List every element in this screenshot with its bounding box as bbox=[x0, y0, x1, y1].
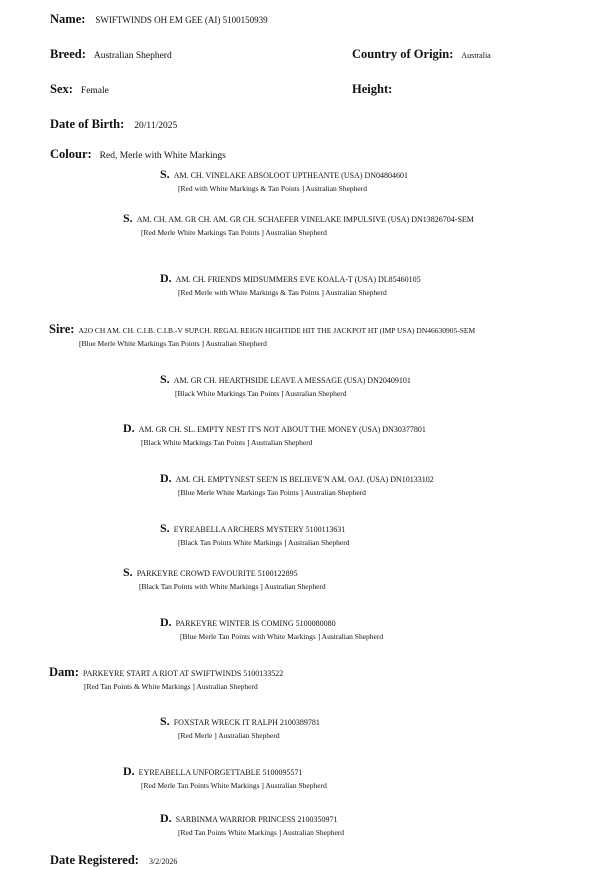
entry-desc: [Blue Merle Tan Points with White Markings ] Australian Shepherd bbox=[180, 632, 384, 641]
entry-name: SARBINMA WARRIOR PRINCESS 2100350971 bbox=[175, 815, 338, 824]
pedigree-entry-ds bbox=[123, 563, 326, 591]
colour-value: Red, Merle with White Markings bbox=[99, 151, 226, 161]
registered-row bbox=[50, 851, 177, 869]
pedigree-entry-sdd bbox=[160, 469, 434, 497]
entry-desc: [Red Merle White Markings Tan Points ] Australian Shepherd bbox=[141, 228, 327, 237]
entry-code: D. bbox=[160, 271, 172, 285]
country-value: Australia bbox=[461, 51, 491, 60]
entry-name: AM. GR CH. SL. EMPTY NEST IT'S NOT ABOUT THE MONEY (USA) DN30377801 bbox=[138, 425, 426, 434]
dob-value: 20/11/2025 bbox=[134, 121, 178, 131]
name-label: Name: bbox=[50, 12, 86, 26]
entry-desc: [Red Merle ] Australian Shepherd bbox=[178, 731, 280, 740]
registered-value: 3/2/2026 bbox=[148, 857, 178, 866]
entry-code: Dam: bbox=[49, 665, 79, 679]
sex-row bbox=[50, 80, 109, 98]
entry-desc: [Black White Markings Tan Points ] Australian Shepherd bbox=[141, 438, 313, 447]
entry-code: D. bbox=[160, 811, 172, 825]
entry-desc: [Blue Merle White Markings Tan Points ] Australian Shepherd bbox=[178, 488, 366, 497]
entry-code: D. bbox=[160, 615, 172, 629]
entry-name: EYREABELLA UNFORGETTABLE 5100095571 bbox=[138, 768, 303, 777]
entry-name: AM. GR CH. HEARTHSIDE LEAVE A MESSAGE (USA) DN20409101 bbox=[173, 376, 411, 385]
country-label: Country of Origin: bbox=[352, 47, 454, 61]
entry-desc: [Black Tan Points White Markings ] Australian Shepherd bbox=[178, 538, 350, 547]
sex-value: Female bbox=[80, 86, 109, 96]
height-row bbox=[352, 80, 392, 98]
entry-code: S. bbox=[160, 714, 170, 728]
dob-row bbox=[50, 115, 177, 133]
entry-desc: [Red Tan Points & White Markings ] Australian Shepherd bbox=[84, 682, 258, 691]
pedigree-entry-sds bbox=[160, 370, 411, 398]
entry-name: PARKEYRE WINTER IS COMING 5100080080 bbox=[175, 619, 336, 628]
entry-name: FOXSTAR WRECK IT RALPH 2100389781 bbox=[173, 718, 320, 727]
entry-code: S. bbox=[160, 521, 170, 535]
entry-code: Sire: bbox=[49, 322, 75, 336]
colour-label: Colour: bbox=[50, 147, 92, 161]
entry-desc: [Black Tan Points with White Markings ] Australian Shepherd bbox=[139, 582, 326, 591]
entry-name: PARKEYRE START A RIOT AT SWIFTWINDS 5100133522 bbox=[82, 669, 284, 678]
pedigree-entry-ddd bbox=[160, 809, 344, 837]
name-row bbox=[50, 10, 268, 28]
pedigree-entry-ss bbox=[123, 209, 474, 237]
dob-label: Date of Birth: bbox=[50, 117, 125, 131]
pedigree-entry-dsd bbox=[160, 613, 383, 641]
entry-code: S. bbox=[123, 565, 133, 579]
entry-name: AM. CH. EMPTYNEST SEE'N IS BELIEVE'N AM. OAJ. (USA) DN10133102 bbox=[175, 475, 434, 484]
breed-label: Breed: bbox=[50, 47, 86, 61]
entry-code: D. bbox=[123, 764, 135, 778]
sex-label: Sex: bbox=[50, 82, 73, 96]
pedigree-entry-dam bbox=[49, 663, 283, 691]
registered-label: Date Registered: bbox=[50, 853, 139, 867]
entry-name: AM. CH. VINELAKE ABSOLOOT UPTHEANTE (USA) DN04804601 bbox=[173, 171, 409, 180]
entry-desc: [Black White Markings Tan Points ] Australian Shepherd bbox=[175, 389, 347, 398]
pedigree-entry-dd bbox=[123, 762, 327, 790]
entry-name: PARKEYRE CROWD FAVOURITE 5100122895 bbox=[136, 569, 298, 578]
entry-name: AM. CH. AM. GR CH. AM. GR CH. SCHAEFER VINELAKE IMPULSIVE (USA) DN13826704-SEM bbox=[136, 215, 474, 224]
entry-desc: [Red with White Markings & Tan Points ] Australian Shepherd bbox=[178, 184, 367, 193]
entry-code: S. bbox=[160, 372, 170, 386]
entry-name: EYREABELLA ARCHERS MYSTERY 5100113631 bbox=[173, 525, 346, 534]
pedigree-entry-sire bbox=[49, 320, 475, 348]
colour-row bbox=[50, 145, 226, 163]
breed-value: Australian Shepherd bbox=[93, 51, 172, 61]
entry-desc: [Red Merle with White Markings & Tan Points ] Australian Shepherd bbox=[178, 288, 387, 297]
pedigree-entry-dds bbox=[160, 712, 320, 740]
country-row bbox=[352, 45, 491, 63]
entry-desc: [Blue Merle White Markings Tan Points ] Australian Shepherd bbox=[79, 339, 267, 348]
entry-name: A2O CH AM. CH. C.I.B. C.I.B.-V SUP.CH. REGAL REIGN HIGHTIDE HIT THE JACKPOT HT (IMP USA) DN46630905-SEM bbox=[78, 326, 476, 335]
pedigree-entry-sss bbox=[160, 165, 408, 193]
breed-row bbox=[50, 45, 172, 63]
entry-desc: [Red Tan Points White Markings ] Australian Shepherd bbox=[178, 828, 345, 837]
pedigree-entry-sd bbox=[123, 419, 426, 447]
entry-code: D. bbox=[123, 421, 135, 435]
entry-code: S. bbox=[160, 167, 170, 181]
entry-code: S. bbox=[123, 211, 133, 225]
height-label: Height: bbox=[352, 82, 393, 96]
entry-name: AM. CH. FRIENDS MIDSUMMERS EVE KOALA-T (USA) DL85460105 bbox=[175, 275, 421, 284]
pedigree-entry-dss bbox=[160, 519, 349, 547]
entry-desc: [Red Merle Tan Points White Markings ] Australian Shepherd bbox=[141, 781, 327, 790]
entry-code: D. bbox=[160, 471, 172, 485]
pedigree-entry-ssd bbox=[160, 269, 421, 297]
name-value: SWIFTWINDS OH EM GEE (AI) 5100150939 bbox=[95, 15, 268, 25]
